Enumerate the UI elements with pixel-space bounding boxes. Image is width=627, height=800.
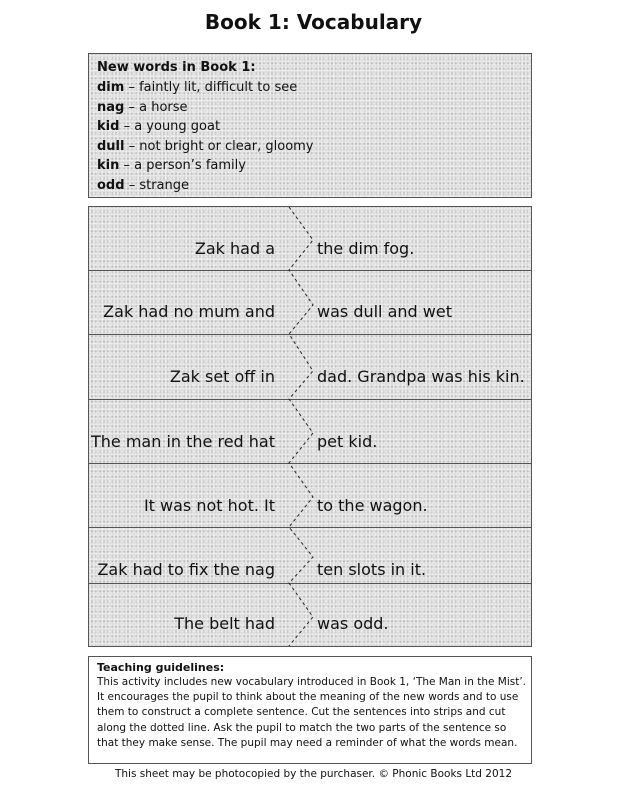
vocab-definition: – a horse: [128, 99, 188, 115]
sentence-end: dad. Grandpa was his kin.: [317, 367, 525, 386]
vocab-word: dull: [97, 138, 125, 154]
sentence-strips: [88, 206, 532, 647]
vocab-entry: [97, 156, 523, 176]
teaching-guidelines: [88, 656, 532, 764]
sentence-end: to the wagon.: [317, 496, 428, 515]
sentence-strip: [89, 270, 531, 335]
copyright-footer: This sheet may be photocopied by the purchaser. © Phonic Books Ltd 2012: [114, 768, 513, 780]
guidelines-heading: Teaching guidelines:: [97, 661, 225, 674]
sentence-end: pet kid.: [317, 432, 378, 451]
sentence-start: It was not hot. It: [143, 496, 275, 515]
vocabulary-box: [88, 53, 532, 198]
sentence-strip: [89, 334, 531, 400]
vocab-word: nag: [97, 99, 125, 115]
vocab-word: dim: [97, 80, 125, 95]
sentence-end: was dull and wet: [317, 302, 452, 321]
vocab-definition: – faintly lit, difficult to see: [128, 80, 298, 95]
vocab-word: kin: [97, 158, 120, 173]
vocab-word: odd: [97, 177, 125, 193]
guidelines-line: along the dotted line. Ask the pupil to match the two parts of the sentence so: [97, 721, 507, 734]
sentence-start: Zak set off in: [169, 367, 275, 386]
sentence-start: The belt had: [174, 614, 275, 633]
sentence-end: ten slots in it.: [317, 560, 427, 579]
sentence-start: The man in the red hat: [90, 432, 275, 451]
vocab-entry: [97, 98, 523, 118]
guidelines-line: It encourages the pupil to think about the meaning of the new words and to use: [97, 691, 519, 704]
vocab-entry: [97, 117, 523, 137]
vocab-entry: [97, 137, 523, 157]
vocab-word: kid: [97, 119, 120, 134]
vocab-definition: – a person’s family: [123, 158, 246, 173]
vocab-entry: [97, 176, 523, 196]
sentence-strip: [89, 207, 531, 270]
vocab-definition: – not bright or clear, gloomy: [128, 138, 314, 154]
sentence-strip: [89, 527, 531, 584]
sentence-start: Zak had no mum and: [103, 302, 275, 321]
sentence-end: the dim fog.: [317, 239, 415, 258]
sentence-strip: [89, 463, 531, 528]
guidelines-line: them to construct a complete sentence. Cut the sentences into strips and cut: [97, 706, 506, 719]
page-title: Book 1: Vocabulary: [204, 10, 423, 34]
vocab-definition: – strange: [128, 177, 189, 193]
sentence-start: Zak had to fix the nag: [97, 560, 275, 579]
vocab-definition: – a young goat: [123, 119, 221, 134]
guidelines-line: This activity includes new vocabulary introduced in Book 1, ‘The Man in the Mist’.: [97, 676, 527, 688]
guidelines-line: that they make sense. The pupil may need a reminder of what the words mean.: [97, 736, 518, 749]
sentence-start: Zak had a: [194, 239, 275, 258]
vocab-heading: New words in Book 1:: [97, 60, 256, 75]
sentence-strip: [89, 583, 531, 647]
vocab-entry: [97, 78, 523, 98]
sentence-end: was odd.: [317, 614, 389, 633]
sentence-strip: [89, 399, 531, 464]
